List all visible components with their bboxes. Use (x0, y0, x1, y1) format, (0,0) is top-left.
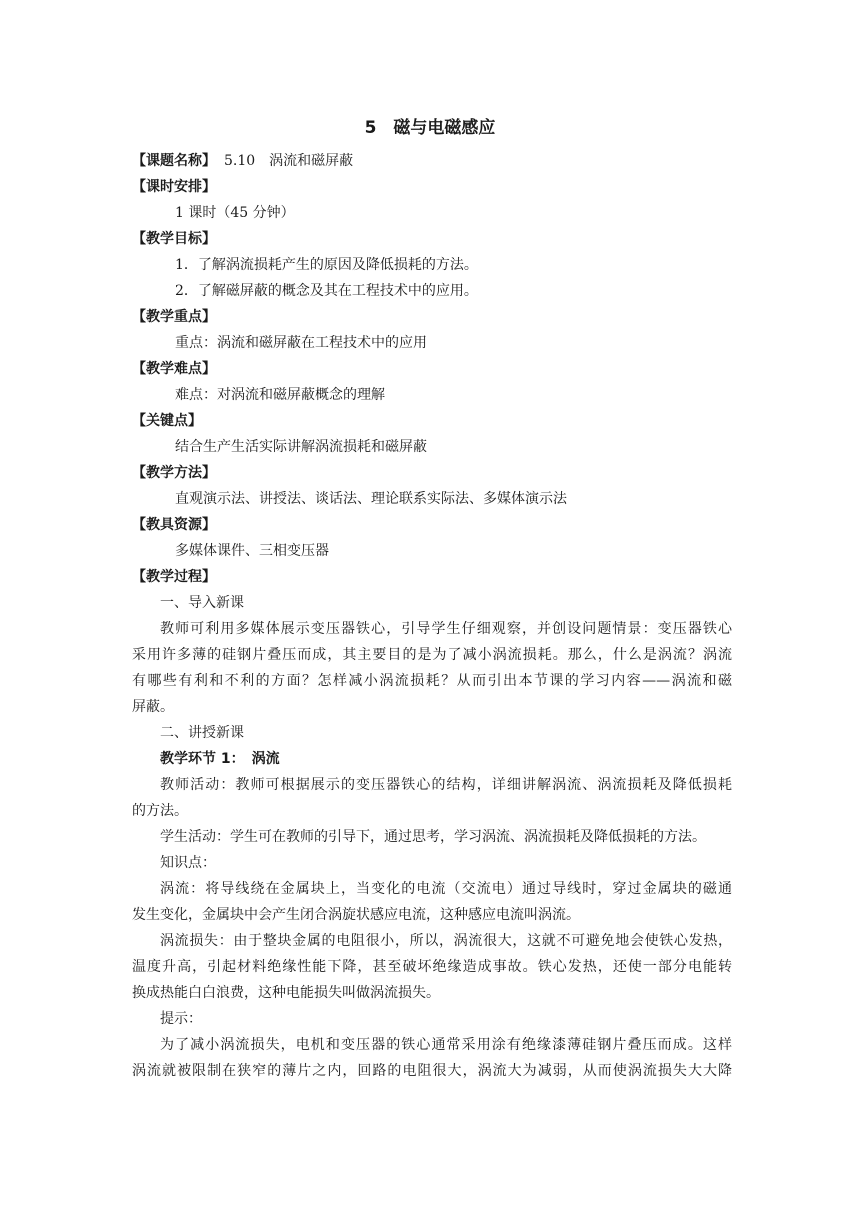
intro-paragraph-line: 屏蔽。 (132, 699, 174, 715)
lesson-name-label: 【课题名称】 (132, 153, 216, 169)
objective-item: 2．了解磁屏蔽的概念及其在工程技术中的应用。 (175, 283, 478, 299)
objectives-label: 【教学目标】 (132, 231, 216, 247)
eddy-loss-line: 温度升高，引起材料绝缘性能下降，甚至破坏绝缘造成事故。铁心发热，还使一部分电能转 (132, 959, 732, 975)
intro-paragraph-line: 采用许多薄的硅钢片叠压而成，其主要目的是为了减小涡流损耗。那么，什么是涡流？涡流 (132, 647, 732, 663)
hint-label: 提示： (160, 1011, 202, 1027)
intro-paragraph-line: 教师可利用多媒体展示变压器铁心，引导学生仔细观察，并创设问题情景：变压器铁心 (160, 621, 732, 637)
critical-value: 结合生产生活实际讲解涡流损耗和磁屏蔽 (175, 439, 427, 455)
difficulties-label: 【教学难点】 (132, 361, 216, 377)
difficulties-value: 难点：对涡流和磁屏蔽概念的理解 (175, 387, 385, 403)
key-points-value: 重点：涡流和磁屏蔽在工程技术中的应用 (175, 335, 427, 351)
eddy-definition-line: 涡流：将导线绕在金属块上，当变化的电流（交流电）通过导线时，穿过金属块的磁通 (160, 881, 732, 897)
eddy-loss-line: 换成热能白白浪费，这种电能损失叫做涡流损失。 (132, 985, 440, 1001)
chapter-title: 5 磁与电磁感应 (364, 118, 496, 138)
schedule-value: 1 课时（45 分钟） (175, 205, 295, 221)
knowledge-label: 知识点： (160, 855, 216, 871)
resources-value: 多媒体课件、三相变压器 (175, 543, 329, 559)
key-points-label: 【教学重点】 (132, 309, 216, 325)
critical-label: 【关键点】 (132, 413, 202, 429)
lesson-plan-body (132, 148, 732, 1084)
student-activity-line: 学生活动：学生可在教师的引导下，通过思考，学习涡流、涡流损耗及降低损耗的方法。 (160, 829, 706, 845)
eddy-loss-line: 涡流损失：由于整块金属的电阻很小，所以，涡流很大，这就不可避免地会使铁心发热， (160, 933, 732, 949)
schedule-label: 【课时安排】 (132, 179, 216, 195)
teacher-activity-line: 教师活动：教师可根据展示的变压器铁心的结构，详细讲解涡流、涡流损耗及降低损耗 (160, 777, 732, 793)
teacher-activity-line: 的方法。 (132, 803, 188, 819)
process-label: 【教学过程】 (132, 569, 216, 585)
lesson-name-row (132, 148, 732, 174)
intro-heading: 一、导入新课 (160, 595, 244, 611)
methods-label: 【教学方法】 (132, 465, 216, 481)
objective-item: 1．了解涡流损耗产生的原因及降低损耗的方法。 (175, 257, 478, 273)
new-lesson-heading: 二、讲授新课 (160, 725, 244, 741)
resources-label: 【教具资源】 (132, 517, 216, 533)
methods-value: 直观演示法、讲授法、谈话法、理论联系实际法、多媒体演示法 (175, 491, 567, 507)
hint-line: 为了减小涡流损失，电机和变压器的铁心通常采用涂有绝缘漆薄硅钢片叠压而成。这样 (160, 1037, 732, 1053)
lesson-name-value: 5.10 涡流和磁屏蔽 (224, 153, 354, 169)
hint-line: 涡流就被限制在狭窄的薄片之内，回路的电阻很大，涡流大为减弱，从而使涡流损失大大降 (132, 1063, 732, 1079)
eddy-definition-line: 发生变化，金属块中会产生闭合涡旋状感应电流，这种感应电流叫涡流。 (132, 907, 580, 923)
section-1-heading: 教学环节 1： 涡流 (160, 751, 280, 767)
intro-paragraph-line: 有哪些有利和不利的方面？怎样减小涡流损耗？从而引出本节课的学习内容——涡流和磁 (132, 673, 732, 689)
